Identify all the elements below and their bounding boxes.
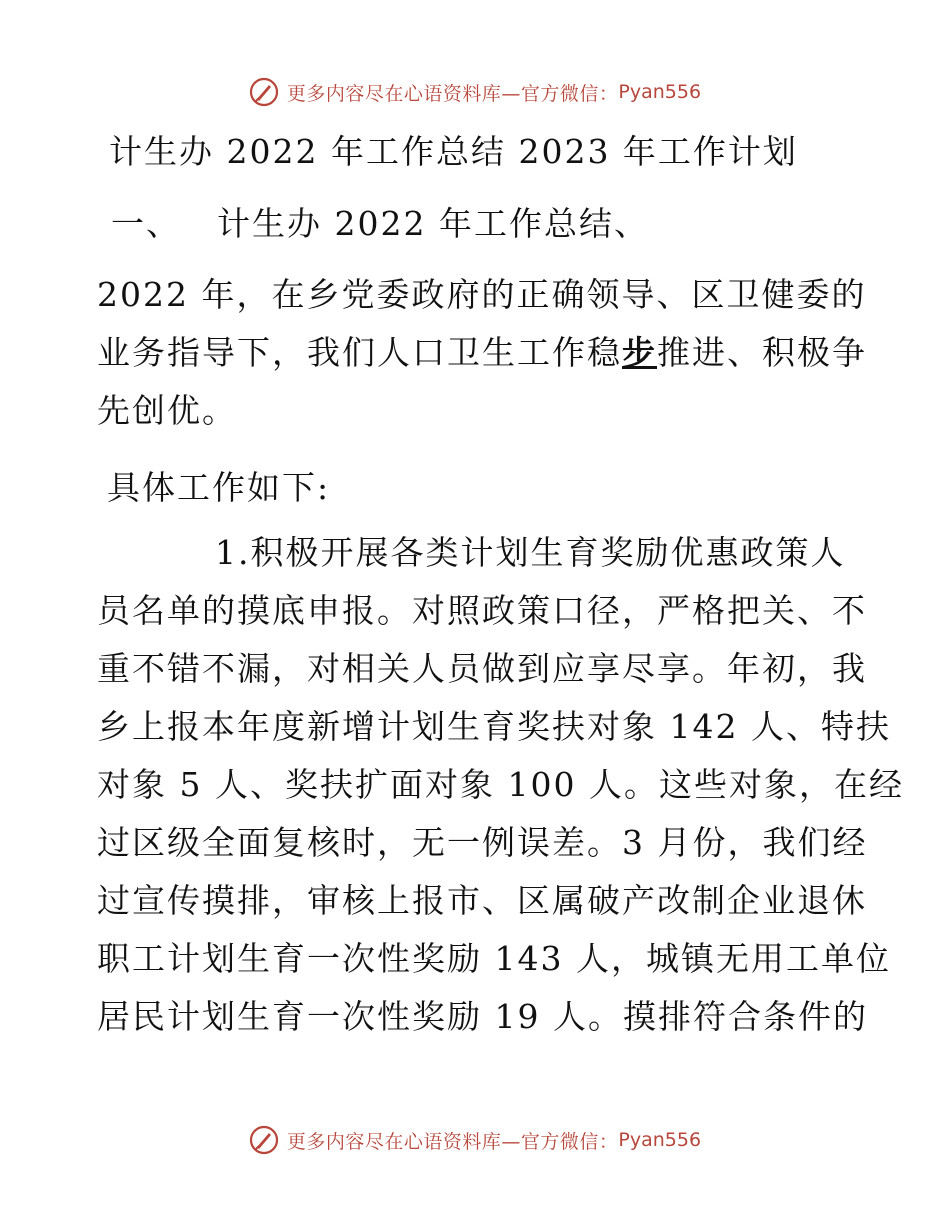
- paragraph-line: 过区级全面复核时，无一例误差。3 月份，我们经: [97, 823, 868, 862]
- banner-text: 更多内容尽在心语资料库—官方微信：: [286, 1130, 619, 1153]
- section-heading-text: 计生办 2022 年工作总结、: [217, 204, 649, 243]
- paragraph-line: [97, 324, 867, 382]
- quill-logo-icon: [249, 77, 279, 107]
- paragraph-line: 乡上报本年度新增计划生育奖扶对象 142 人、特扶: [97, 707, 891, 746]
- paragraph-line: 员名单的摸底申报。对照政策口径，严格把关、不: [97, 591, 867, 630]
- paragraph-line: 过宣传摸排，审核上报市、区属破产改制企业退休: [97, 881, 867, 920]
- header-banner: [0, 72, 950, 112]
- paragraph-text: 推进、积极争: [657, 333, 867, 372]
- paragraph-line: 先创优。: [97, 391, 237, 430]
- intro-line: 具体工作如下:: [107, 468, 331, 507]
- paragraph-line: 1.积极开展各类计划生育奖励优惠政策人: [215, 533, 846, 572]
- document-body: [97, 118, 904, 1046]
- section-heading: [111, 194, 857, 254]
- paragraph-text: 业务指导下，我们人口卫生工作稳: [97, 333, 622, 372]
- paragraph-line: 居民计划生育一次性奖励 19 人。摸排符合条件的: [97, 997, 868, 1036]
- section-number: 一、: [111, 204, 181, 243]
- banner-wechat-id: Pyan556: [618, 1129, 702, 1151]
- emphasized-char: 步: [622, 333, 657, 372]
- quill-logo-icon: [249, 1125, 279, 1155]
- banner-wechat-id: Pyan556: [618, 81, 702, 103]
- paragraph-line: 职工计划生育一次性奖励 143 人，城镇无用工单位: [97, 939, 891, 978]
- paragraph-line: 2022 年，在乡党委政府的正确领导、区卫健委的: [97, 275, 867, 314]
- footer-banner: [0, 1120, 950, 1160]
- banner-text: 更多内容尽在心语资料库—官方微信：: [286, 82, 619, 105]
- document-title: 计生办 2022 年工作总结 2023 年工作计划: [109, 132, 798, 171]
- item-1: [97, 524, 904, 1046]
- paragraph-line: 重不错不漏，对相关人员做到应享尽享。年初，我: [97, 649, 867, 688]
- paragraph-line: 对象 5 人、奖扶扩面对象 100 人。这些对象，在经: [97, 765, 904, 804]
- paragraph-1: [97, 266, 867, 440]
